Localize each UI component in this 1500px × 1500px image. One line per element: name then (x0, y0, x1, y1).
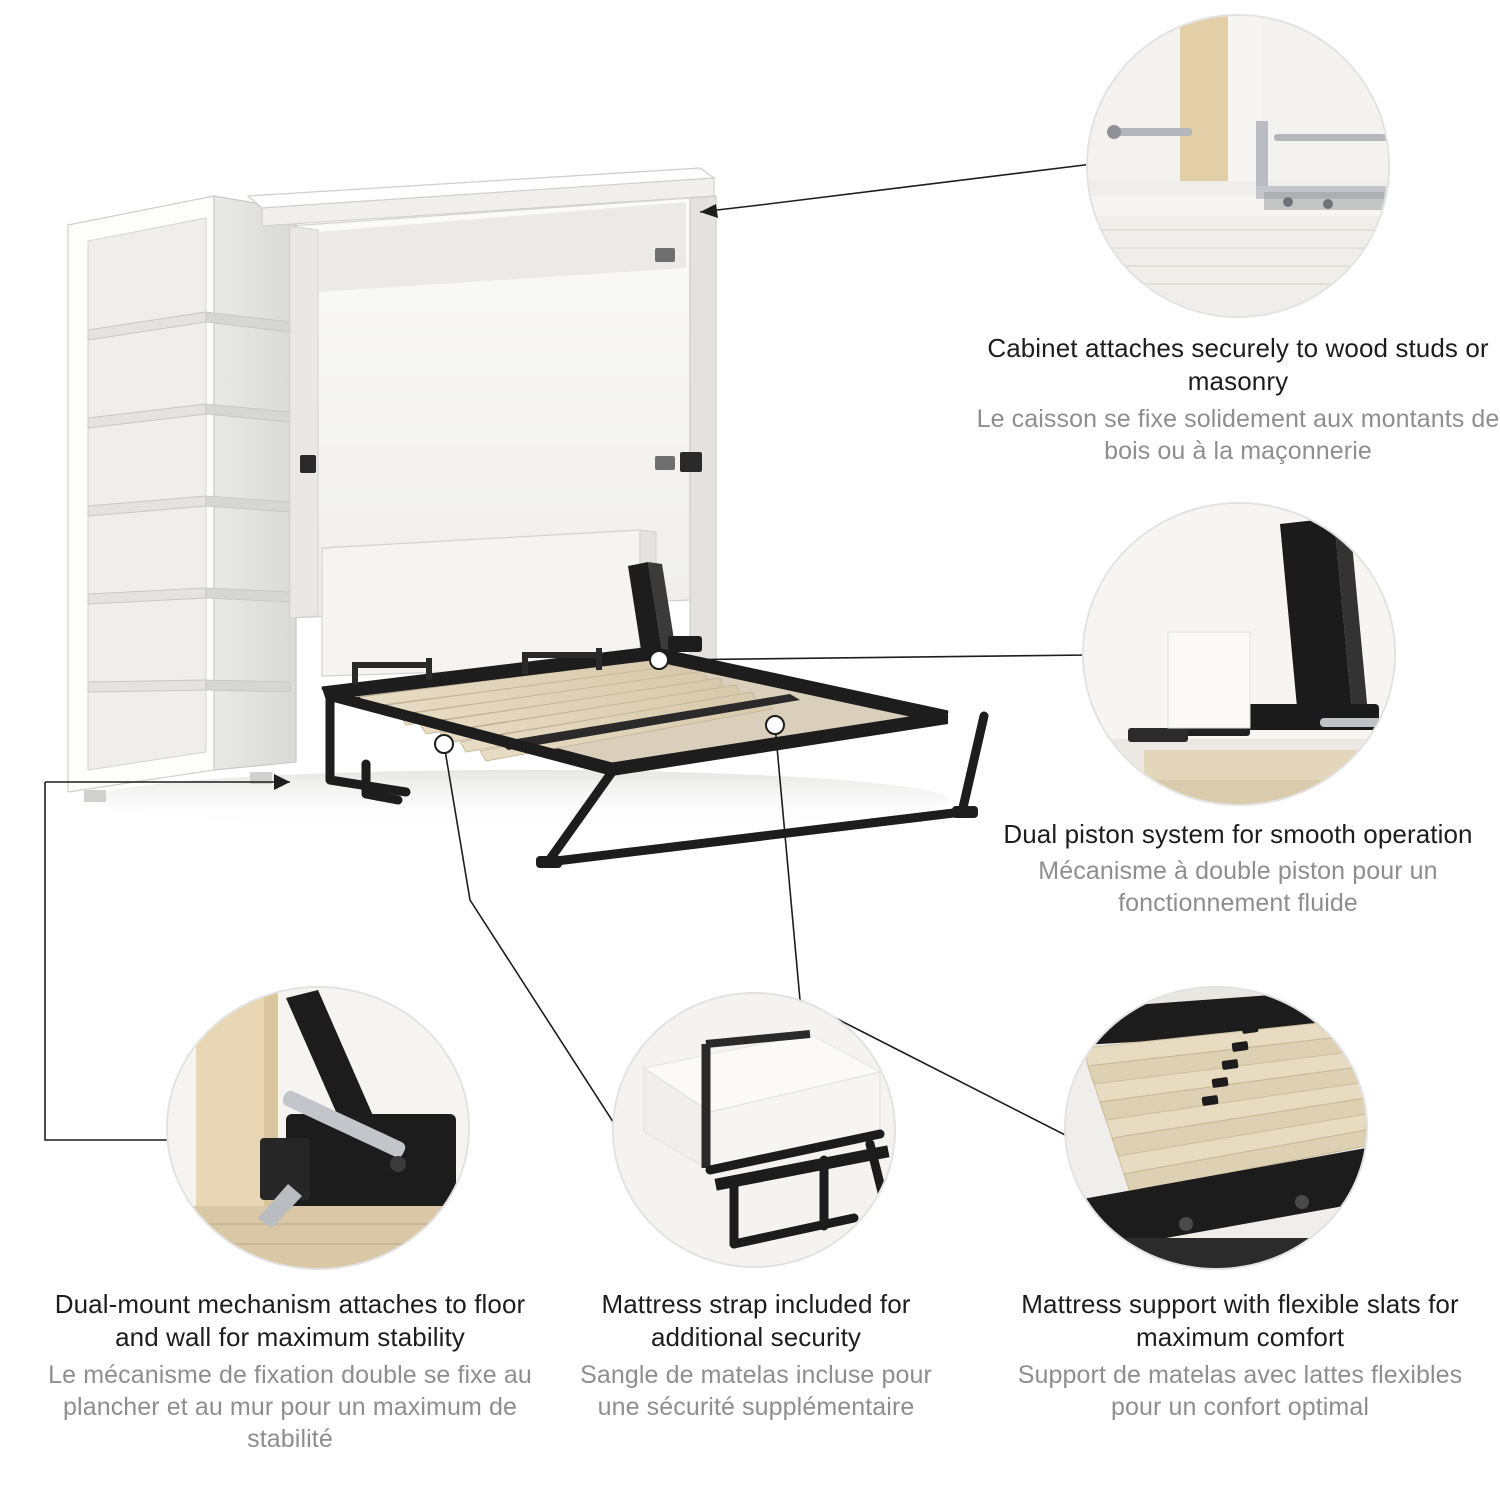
caption-cabinet-attachment (960, 332, 1500, 467)
caption-mattress-strap-fr: Sangle de matelas incluse pour une sécurité supplémentaire (580, 1360, 932, 1421)
bed-frame-slats (322, 648, 948, 776)
caption-dual-mount-fr: Le mécanisme de fixation double se fixe au plancher et au mur pour un maximum de stabilité (48, 1360, 532, 1453)
caption-mattress-support (990, 1288, 1490, 1423)
floor-wall-anchor-photo (168, 988, 468, 1268)
callout-dual-piston (1082, 502, 1396, 806)
callout-mattress-support (1064, 986, 1368, 1270)
flexible-slats-photo (1066, 988, 1366, 1268)
screw-bracket-photo (1088, 16, 1388, 316)
piston-mechanism-photo (1084, 504, 1394, 804)
caption-dual-mount-en: Dual-mount mechanism attaches to floor and wall for maximum stability (54, 1289, 526, 1353)
callout-dual-mount (166, 986, 470, 1270)
product-illustration (0, 0, 1060, 900)
caption-dual-mount (30, 1288, 550, 1455)
caption-dual-piston-en: Dual piston system for smooth operation (1003, 819, 1473, 849)
bookcase (68, 196, 296, 802)
callout-mattress-strap (612, 992, 896, 1268)
caption-mattress-support-en: Mattress support with flexible slats for maximum comfort (1021, 1289, 1459, 1353)
caption-cabinet-attachment-fr: Le caisson se fixe solidement aux montants de bois ou à la maçonnerie (976, 404, 1500, 465)
caption-dual-piston-fr: Mécanisme à double piston pour un fonctionnement fluide (1038, 857, 1438, 918)
caption-mattress-strap (556, 1288, 956, 1423)
caption-mattress-support-fr: Support de matelas avec lattes flexibles pour un confort optimal (1017, 1360, 1463, 1421)
callout-cabinet-attachment (1086, 14, 1390, 318)
caption-cabinet-attachment-en: Cabinet attaches securely to wood studs or masonry (987, 333, 1489, 397)
caption-mattress-strap-en: Mattress strap included for additional security (601, 1289, 911, 1353)
caption-dual-piston (975, 818, 1500, 919)
mattress-strap-photo (614, 994, 894, 1266)
